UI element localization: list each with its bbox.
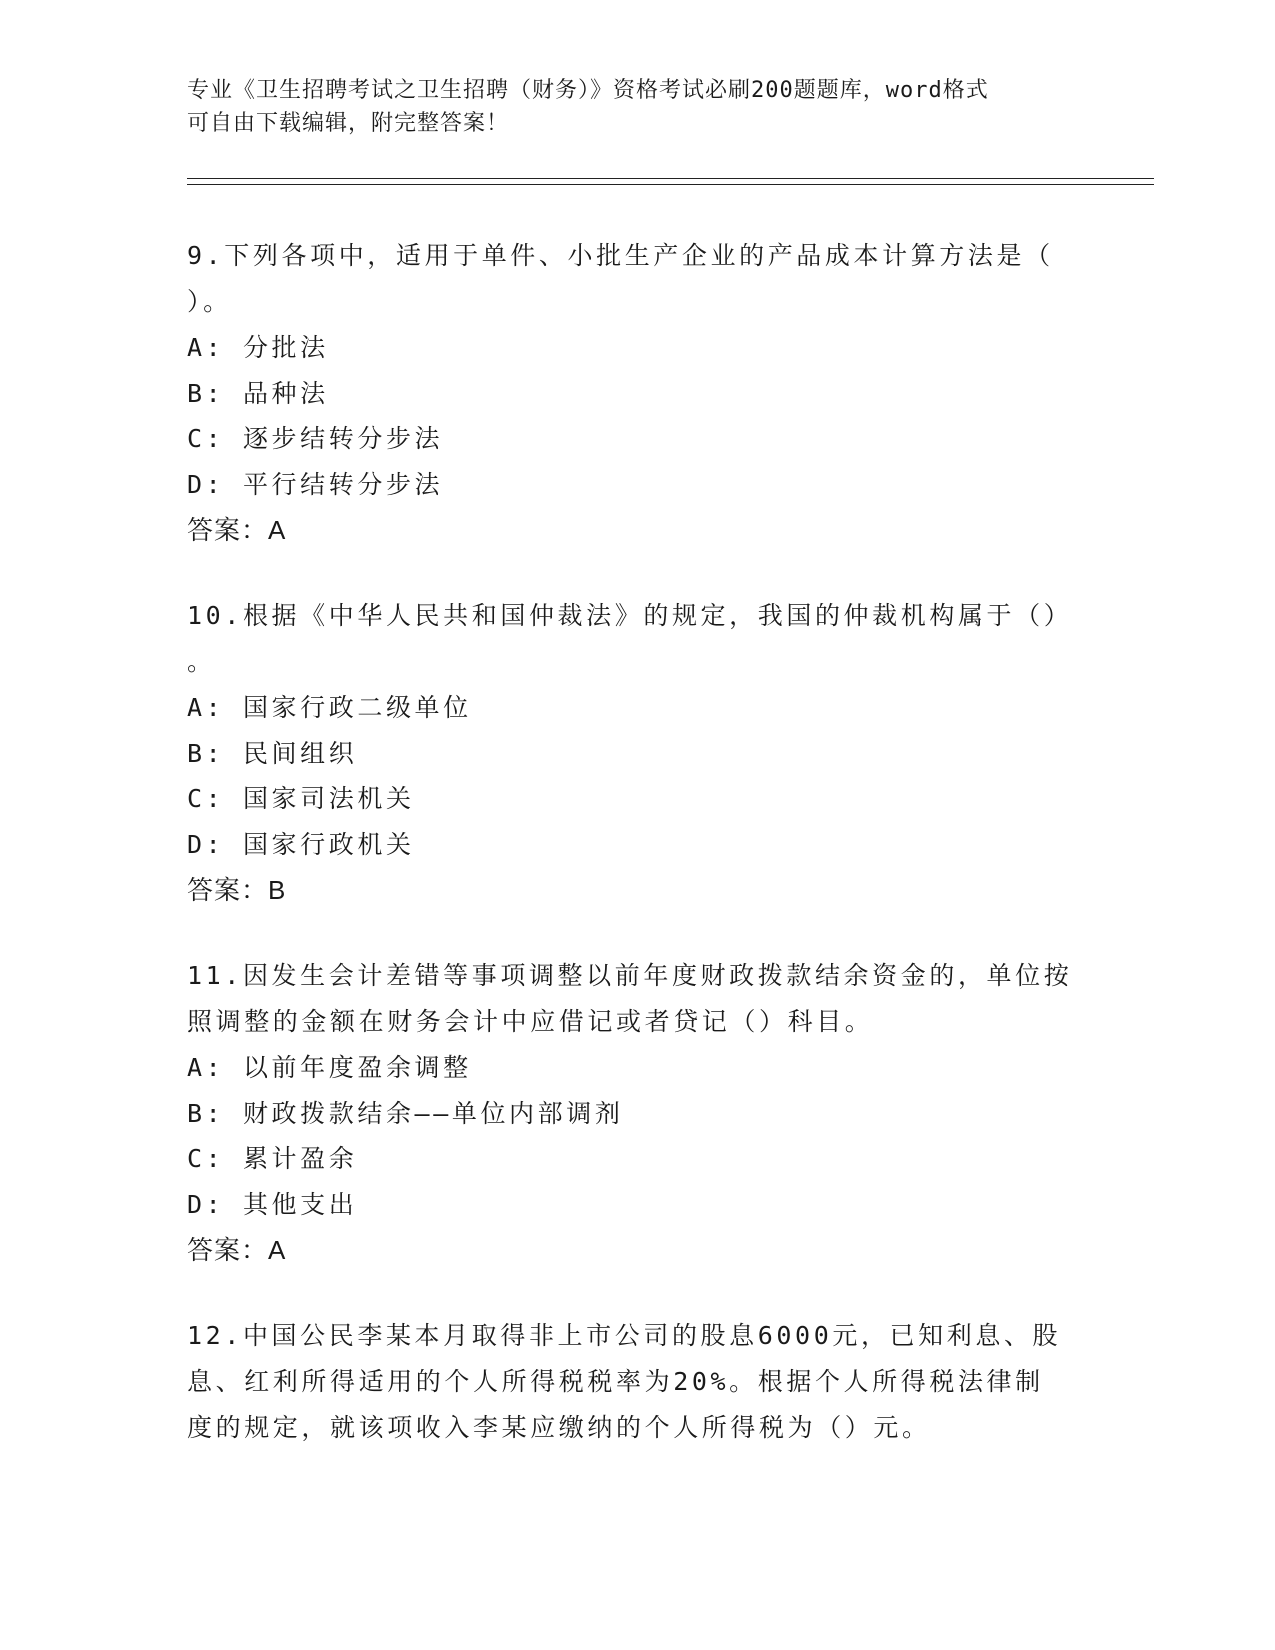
option-b: B: 品种法 xyxy=(187,378,329,408)
question-text: 9.下列各项中，适用于单件、小批生产企业的产品成本计算方法是（ xyxy=(187,241,1054,270)
option-a: A: 分批法 xyxy=(187,333,329,362)
option-a: A: 国家行政二级单位 xyxy=(187,693,472,722)
document-header xyxy=(187,74,1067,140)
question-text: 12.中国公民李某本月取得非上市公司的股息6000元，已知利息、股 xyxy=(187,1321,1062,1350)
header-line-1: 专业《卫生招聘考试之卫生招聘（财务）》资格考试必刷200题题库，word格式 xyxy=(187,78,989,103)
header-line-2: 可自由下载编辑，附完整答案！ xyxy=(187,111,510,136)
option-d: D: 国家行政机关 xyxy=(187,829,415,859)
answer: 答案：A xyxy=(187,1235,287,1265)
question-list xyxy=(187,233,1087,1491)
question-text: 度的规定，就该项收入李某应缴纳的个人所得税为（）元。 xyxy=(187,1413,931,1442)
question-text: 11.因发生会计差错等事项调整以前年度财政拨款结余资金的，单位按 xyxy=(187,961,1073,990)
option-b: B: 财政拨款结余——单位内部调剂 xyxy=(187,1098,624,1128)
question-text: 。 xyxy=(187,647,216,676)
answer: 答案：A xyxy=(187,515,287,545)
option-d: D: 其他支出 xyxy=(187,1189,358,1219)
question-10 xyxy=(187,593,1087,913)
option-c: C: 国家司法机关 xyxy=(187,784,415,813)
question-11 xyxy=(187,953,1087,1273)
question-text: 照调整的金额在财务会计中应借记或者贷记（）科目。 xyxy=(187,1007,874,1036)
question-12 xyxy=(187,1313,1087,1451)
option-b: B: 民间组织 xyxy=(187,738,358,768)
question-text: ）。 xyxy=(187,287,232,316)
option-c: C: 累计盈余 xyxy=(187,1144,358,1173)
question-text: 息、红利所得适用的个人所得税税率为20%。根据个人所得税法律制 xyxy=(187,1367,1044,1396)
question-9 xyxy=(187,233,1087,553)
option-d: D: 平行结转分步法 xyxy=(187,469,444,499)
option-c: C: 逐步结转分步法 xyxy=(187,424,444,453)
option-a: A: 以前年度盈余调整 xyxy=(187,1053,472,1082)
answer: 答案：B xyxy=(187,875,287,905)
question-text: 10.根据《中华人民共和国仲裁法》的规定，我国的仲裁机构属于（） xyxy=(187,601,1073,630)
header-divider xyxy=(187,178,1154,185)
